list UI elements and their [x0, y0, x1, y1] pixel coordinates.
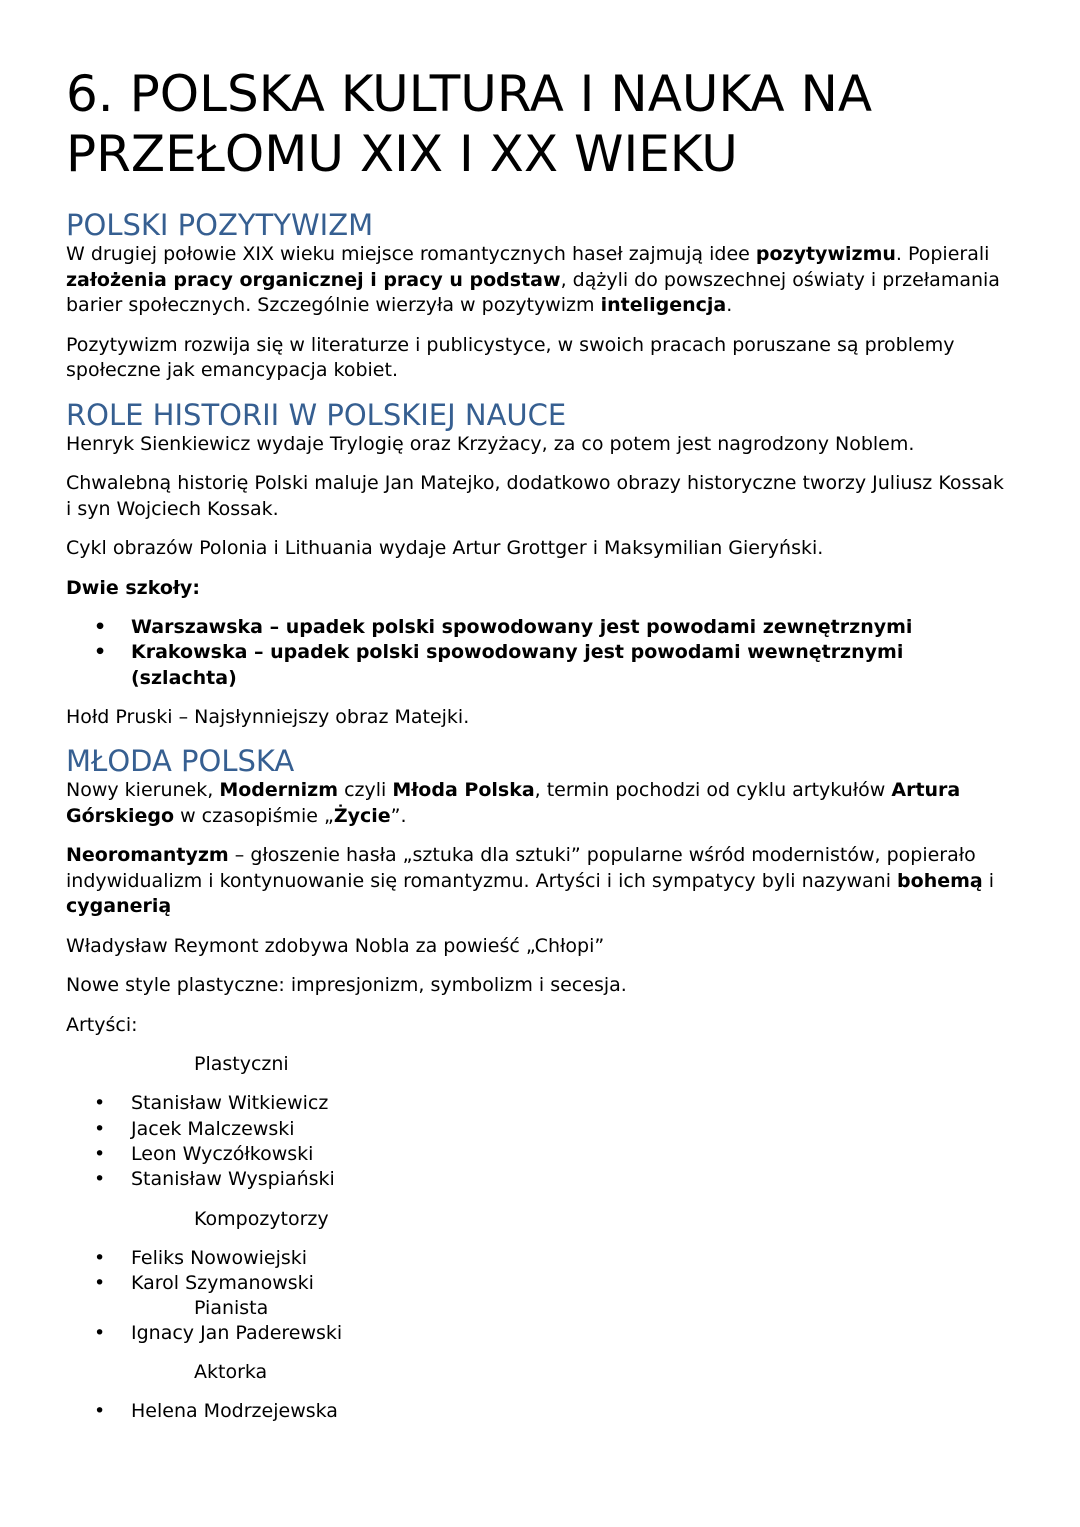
paragraph: Nowe style plastyczne: impresjonizm, symbolizm i secesja.	[66, 974, 627, 997]
paragraph: Cykl obrazów Polonia i Lithuania wydaje Artur Grottger i Maksymilian Gieryński.	[66, 537, 824, 559]
bullet-icon: •	[94, 616, 107, 638]
schools-label	[66, 576, 1014, 602]
text: ”.	[390, 804, 407, 827]
bold-text: pozytywizmu	[755, 243, 896, 265]
bold-text: Artura Górskiego	[66, 779, 961, 827]
section-history	[66, 398, 1014, 731]
bold-text: Modernizm	[219, 779, 339, 802]
text: .	[726, 294, 733, 316]
list-item-text: Feliks Nowowiejski	[131, 1246, 308, 1269]
actress-list	[66, 1399, 1014, 1424]
paragraph: Władysław Reymont zdobywa Nobla za powieść „Chłopi”	[66, 934, 605, 957]
list-item-text: Stanisław Wyspiański	[131, 1168, 335, 1191]
bullet-icon: •	[94, 1117, 106, 1140]
section-heading-young-poland: MŁODA POLSKA	[66, 744, 295, 779]
pianist-list	[66, 1321, 1014, 1346]
bullet-icon: •	[94, 641, 107, 664]
bullet-icon: •	[94, 1271, 106, 1294]
title-line-2: PRZEŁOMU XIX I XX WIEKU	[66, 125, 738, 183]
list-item-text: Helena Modrzejewska	[131, 1400, 338, 1423]
painters-list	[66, 1091, 1014, 1192]
paragraph	[66, 843, 1014, 920]
bold-text: inteligencja	[600, 294, 727, 316]
list-item-text: Warszawska – upadek polski spowodowany jest powodami zewnętrznymi	[131, 616, 913, 638]
list-item-text: Jacek Malczewski	[131, 1117, 295, 1140]
bullet-icon: •	[94, 1246, 106, 1269]
composers-list	[66, 1246, 1014, 1297]
bold-text: cyganerią	[66, 895, 172, 918]
text: Nowy kierunek,	[66, 779, 220, 802]
text: W drugiej połowie XIX wieku miejsce romantycznych haseł zajmują idee	[66, 243, 756, 265]
bold-text: Neoromantyzm	[66, 844, 229, 867]
text: w czasopiśmie „	[174, 804, 334, 827]
section-heading-positivism: POLSKI POZYTYWIZM	[66, 208, 374, 242]
page-title	[66, 64, 1014, 184]
section-young-poland	[66, 744, 1014, 1424]
schools-list	[66, 615, 1014, 691]
bullet-icon: •	[94, 1168, 106, 1191]
list-item	[66, 1246, 1014, 1271]
category-pianist: Pianista	[194, 1297, 269, 1320]
list-item-text: Stanisław Witkiewicz	[131, 1092, 329, 1115]
list-item	[66, 1167, 1014, 1192]
paragraph	[66, 242, 1014, 319]
title-line-1: 6. POLSKA KULTURA I NAUKA NA	[66, 65, 873, 123]
text: i	[982, 869, 995, 892]
category-painters: Plastyczni	[194, 1053, 289, 1076]
paragraph: Pozytywizm rozwija się w literaturze i publicystyce, w swoich pracach poruszane są problemy społeczne jak emancypacja kobiet.	[66, 333, 955, 381]
bold-text: bohemą	[897, 869, 983, 892]
bullet-icon: •	[94, 1142, 106, 1165]
text: czyli	[338, 779, 393, 802]
list-item-text: Krakowska – upadek polski spowodowany jest powodami wewnętrznymi (szlachta)	[131, 641, 904, 689]
paragraph: Henryk Sienkiewicz wydaje Trylogię oraz Krzyżacy, za co potem jest nagrodzony Noblem.	[66, 432, 915, 455]
section-positivism	[66, 208, 1014, 384]
list-item-text: Ignacy Jan Paderewski	[131, 1322, 343, 1345]
paragraph: Hołd Pruski – Najsłynniejszy obraz Matejki.	[66, 705, 470, 728]
bold-text: Młoda Polska	[392, 779, 535, 802]
category-actress: Aktorka	[194, 1361, 268, 1384]
list-item-text: Leon Wyczółkowski	[131, 1142, 314, 1165]
bullet-icon: •	[94, 1400, 106, 1423]
list-item	[66, 1399, 1014, 1424]
list-item	[66, 1091, 1014, 1116]
bold-text: Dwie szkoły:	[66, 576, 200, 599]
bold-text: Życie	[333, 804, 391, 827]
list-item	[66, 615, 1014, 640]
paragraph	[66, 778, 1014, 829]
section-heading-history: ROLE HISTORII W POLSKIEJ NAUCE	[66, 397, 567, 432]
artists-label: Artyści:	[66, 1013, 138, 1036]
text: . Popierali	[895, 243, 990, 265]
category-composers: Kompozytorzy	[194, 1207, 329, 1230]
list-item	[66, 640, 1014, 691]
bullet-icon: •	[94, 1322, 106, 1345]
list-item	[66, 1271, 1014, 1296]
text: , termin pochodzi od cyklu artykułów	[534, 779, 892, 802]
list-item-text: Karol Szymanowski	[131, 1271, 314, 1294]
bullet-icon: •	[94, 1092, 106, 1115]
list-item	[66, 1142, 1014, 1167]
text: , dążyli do powszechnej oświaty i przełamania barier społecznych. Szczególnie wierzyła w pozytywizm	[66, 268, 1000, 316]
list-item	[66, 1321, 1014, 1346]
bold-text: założenia pracy organicznej i pracy u podstaw	[66, 268, 561, 291]
text: – głoszenie hasła „sztuka dla sztuki” popularne wśród modernistów, popierało indywidualizm i kontynuowanie się romantyzmu. Artyści i ich sympatycy byli nazywani	[66, 844, 976, 892]
list-item	[66, 1117, 1014, 1142]
paragraph: Chwalebną historię Polski maluje Jan Matejko, dodatkowo obrazy historyczne tworzy Juliusz Kossak i syn Wojciech Kossak.	[66, 472, 1004, 520]
